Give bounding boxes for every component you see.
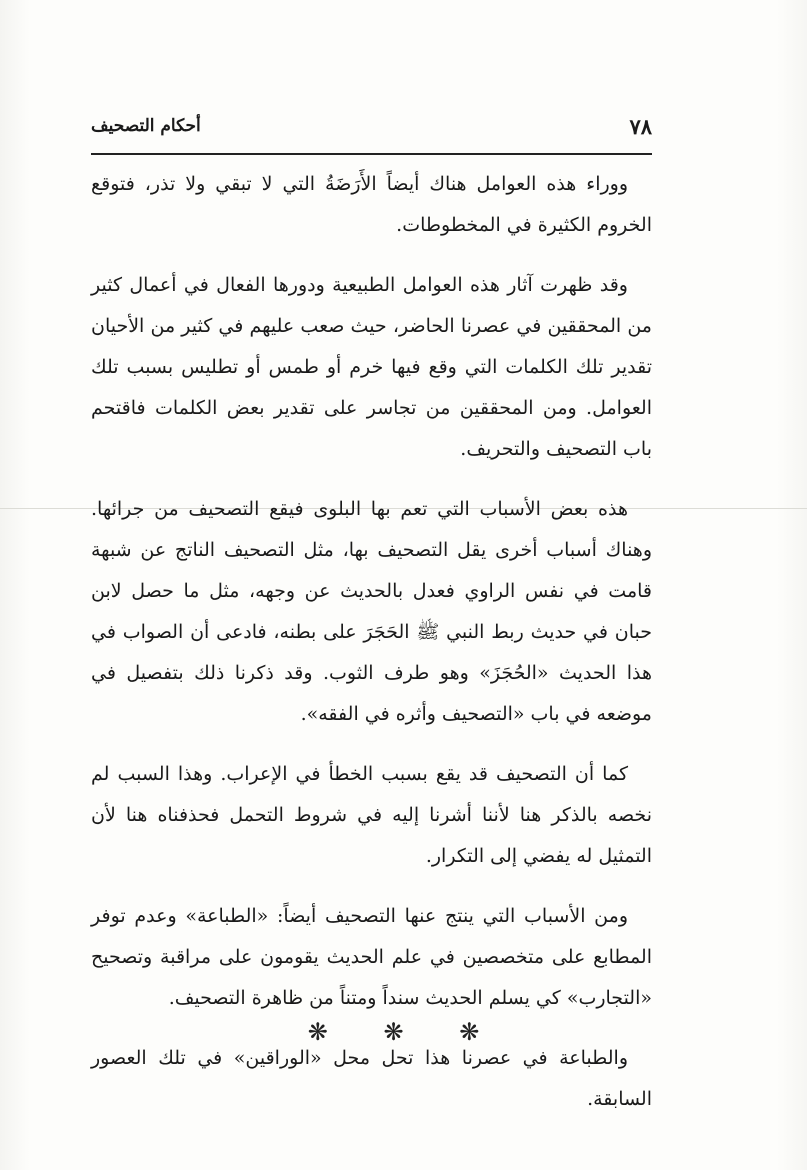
- paragraph-termites: ووراء هذه العوامل هناك أيضاً الأَرَضَةُ التي لا تبقي ولا تذر، فتوقع الخروم الكثيرة في المخطوطات.: [91, 173, 652, 236]
- body-text: [91, 164, 652, 1139]
- page-header: [91, 112, 652, 146]
- flower-ornament-icon: ❋: [459, 1018, 500, 1046]
- flower-ornament-icon: ❋: [307, 1018, 348, 1046]
- paragraph-natural-factors: وقد ظهرت آثار هذه العوامل الطبيعية ودورها الفعال في أعمال كثير من المحققين في عصرنا الحاضر، حيث صعب عليهم في كثير من الأحيان تقدير تلك الكلمات التي وقع فيها خرم أو طمس أو تطليس بسبب تلك العوامل. ومن المحققين من تجاسر على تقدير بعض الكلمات فاقتحم باب التصحيف والتحريف.: [91, 274, 652, 460]
- paragraph-other-causes: هذه بعض الأسباب التي تعم بها البلوى فيقع التصحيف من جرائها. وهناك أسباب أخرى يقل التصحيف بها، مثل التصحيف الناتج عن شبهة قامت في نفس الراوي فعدل بالحديث عن وجهه، مثل ما حصل لابن حبان في حديث ربط النبي ﷺ الحَجَرَ على بطنه، فادعى أن الصواب في هذا الحديث «الحُجَزَ» وهو طرف الثوب. وقد ذكرنا ذلك بتفصيل في موضعه في باب «التصحيف وأثره في الفقه».: [91, 498, 652, 725]
- page-number: ٧٨: [629, 114, 652, 139]
- paragraph-grammar-errors: كما أن التصحيف قد يقع بسبب الخطأ في الإعراب. وهذا السبب لم نخصه بالذكر هنا لأننا أشرنا إليه في شروط التحمل فحذفناه هنا لأن التمثيل له يفضي إلى التكرار.: [91, 763, 652, 867]
- paragraph-printing-conclusion: والطباعة في عصرنا هذا تحل محل «الوراقين» في تلك العصور السابقة.: [91, 1047, 652, 1110]
- section-end-ornaments: [0, 1018, 807, 1046]
- running-title: أحكام التصحيف: [91, 116, 201, 136]
- paragraph-printing: ومن الأسباب التي ينتج عنها التصحيف أيضاً: «الطباعة» وعدم توفر المطابع على متخصصين في علم الحديث يقومون على مراقبة وتصحيح «التجارب» كي يسلم الحديث سنداً ومتناً من ظاهرة التصحيف.: [91, 905, 652, 1009]
- header-rule: [91, 153, 652, 155]
- flower-ornament-icon: ❋: [383, 1018, 424, 1046]
